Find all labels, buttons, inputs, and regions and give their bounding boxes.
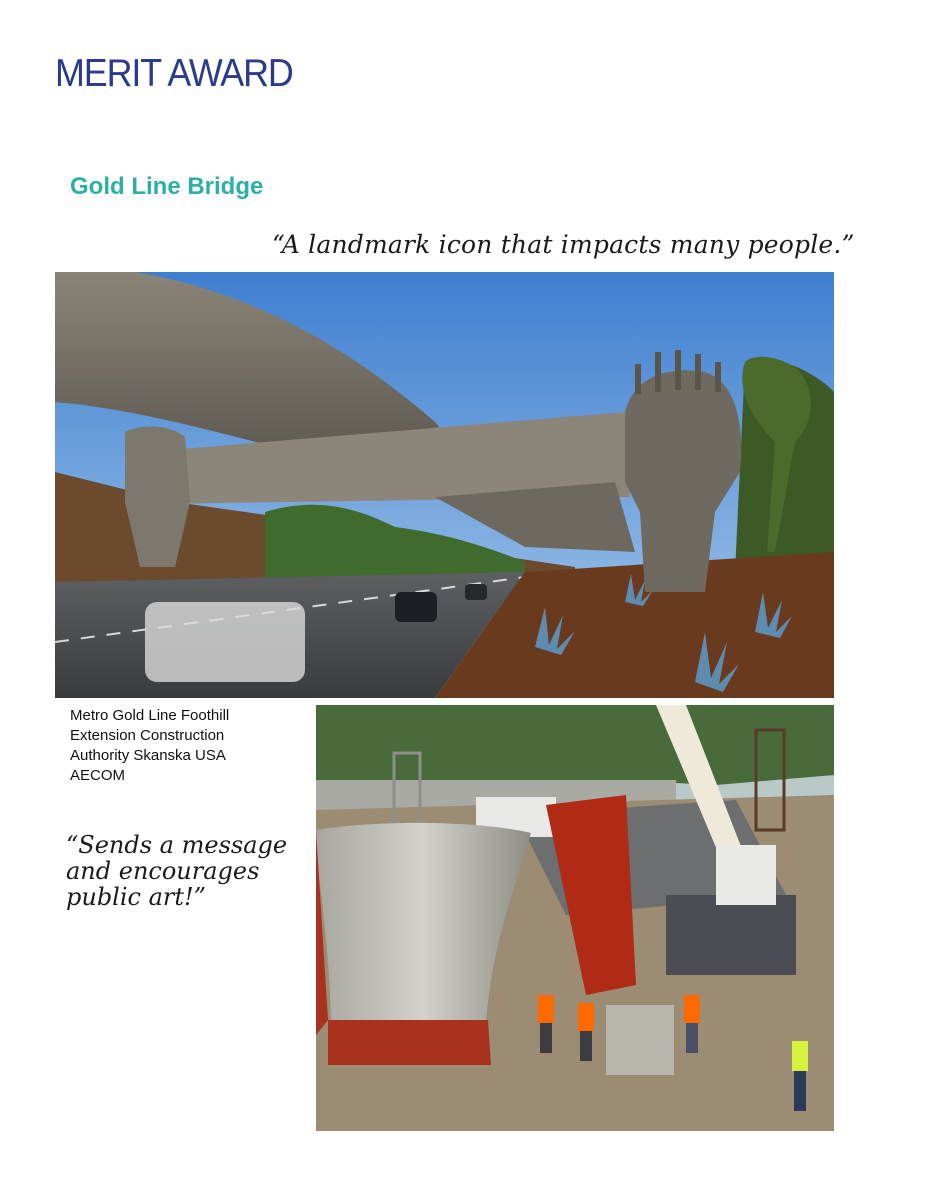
award-title: MERIT AWARD — [55, 52, 293, 95]
credit-line: Extension Construction — [70, 727, 225, 744]
top-quote: “A landmark icon that impacts many people.” — [272, 230, 855, 259]
construction-photo-illustration — [316, 705, 834, 1131]
side-quote — [66, 832, 306, 910]
credit-line: Authority Skanska USA — [70, 747, 226, 764]
credit-line: Metro Gold Line Foothill — [70, 707, 230, 724]
bridge-photo-illustration — [55, 272, 834, 698]
project-name: Gold Line Bridge — [70, 173, 264, 200]
side-quote-line: “Sends a message — [66, 831, 288, 859]
credit-line: AECOM — [70, 767, 126, 784]
construction-photo — [316, 705, 834, 1131]
side-quote-line: public art!” — [66, 883, 206, 911]
bridge-photo — [55, 272, 834, 698]
side-quote-line: and encourages — [66, 857, 260, 885]
project-credits — [70, 706, 300, 786]
